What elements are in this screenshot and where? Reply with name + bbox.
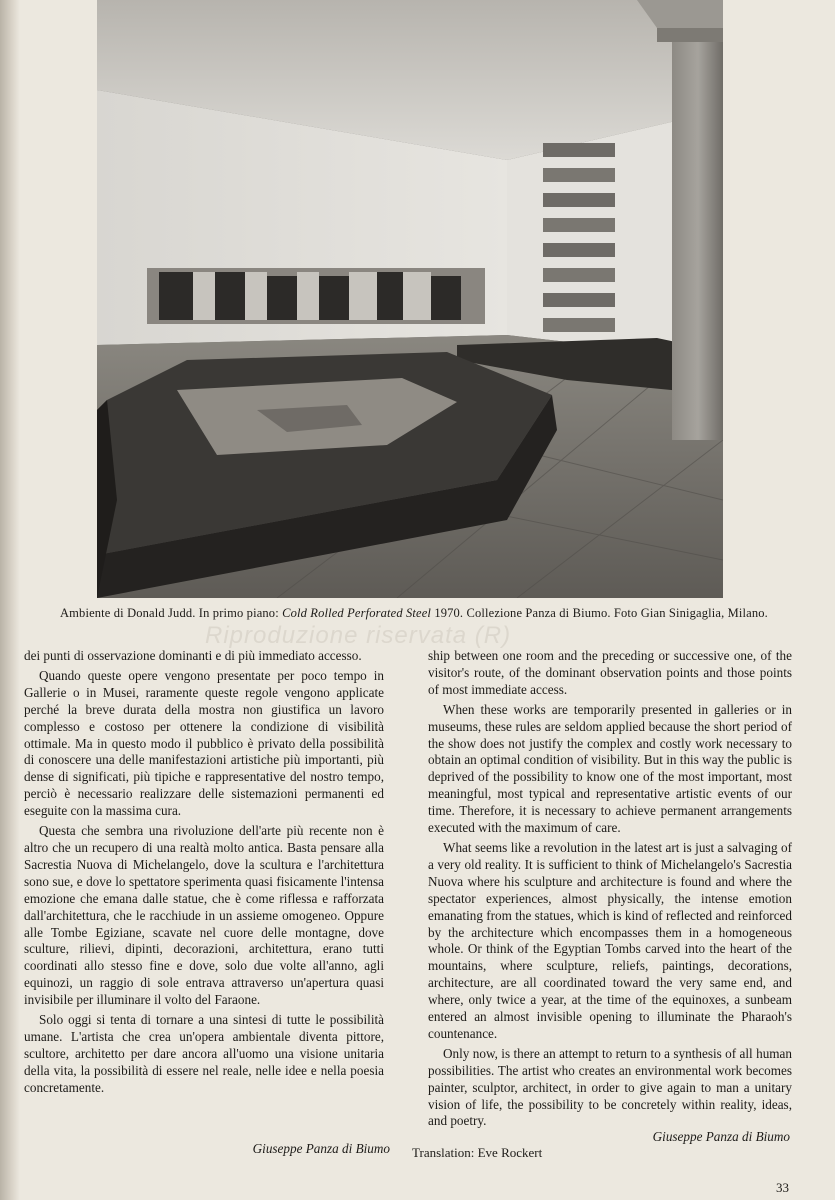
italian-paragraph: Quando queste opere vengono presentate per poco tempo in Gallerie o in Musei, raramente queste regole vengono applicate perché la breve durata della mostra non giustifica un lavoro complesso e costoso per ottenere la condizione di visibilità ottimale. Ma in questo modo il pubblico è privato della possibilità di conoscere una delle manifestazioni artistiche più importanti, più dense di significati, più tipiche e rappresentative del nostro tempo, perciò è necessario realizzare delle sistemazioni permanenti ed eseguite con la massima cura. [24, 667, 384, 819]
gallery-photograph [97, 0, 723, 598]
english-text-column [428, 648, 792, 1130]
caption-prefix: Ambiente di Donald Judd. In primo piano: [60, 606, 283, 620]
caption-work-title: Cold Rolled Perforated Steel [282, 606, 432, 620]
italian-paragraph: Questa che sembra una rivoluzione dell'arte più recente non è altro che un recupero di una realtà molto antica. Basta pensare alla Sacrestia Nuova di Michelangelo, dove la scultura e l'architettura sono sue, e dove lo spettatore sperimenta quasi fisicamente l'intensa emozione che emana dalle statue, che è come riflessa e rafforzata dall'architettura, che le racchiude in un assieme omogeneo. Oppure alle Tombe Egiziane, scavate nel cuore delle montagne, dove sculture, rilievi, dipinti, decorazioni, architettura, erano tutti coordinati allo stesso fine e dove, solo due volte all'anno, agli equinozi, un raggio di sole entrava attraverso un'apertura quasi invisibile per illuminare il volto del Faraone. [24, 823, 384, 1008]
english-paragraph: Only now, is there an attempt to return to a synthesis of all human possibilities. The artist who creates an environmental work becomes painter, sculptor, architect, in order to give again to man a unitary vision of life, the possibility to be concretely within reality, ideas, and poetry. [428, 1045, 792, 1129]
italian-text-column [24, 648, 384, 1097]
english-paragraph: ship between one room and the preceding or successive one, of the visitor's route, of the dominant observation points and those points of most immediate access. [428, 648, 792, 697]
translation-credit: Translation: Eve Rockert [412, 1145, 543, 1160]
caption-suffix: 1970. Collezione Panza di Biumo. Foto Gian Sinigaglia, Milano. [431, 606, 768, 620]
english-signature: Giuseppe Panza di Biumo [652, 1129, 790, 1144]
gallery-photo-drawing [97, 0, 723, 598]
reproduction-watermark: Riproduzione riservata (R) [205, 622, 512, 649]
italian-paragraph: Solo oggi si tenta di tornare a una sintesi di tutte le possibilità umane. L'artista che crea un'opera ambientale diventa pittore, scultore, architetto per dare ancora all'uomo una visione unitaria della vita, la possibilità di essere nel reale, nelle idee e nella poesia concretamente. [24, 1012, 384, 1095]
page-number: 33 [776, 1180, 789, 1195]
english-paragraph: When these works are temporarily presented in galleries or in museums, these rules are seldom applied because the short period of the show does not justify the complex and costly work necessary to obtain an optimal condition of visibility. But in this way the public is deprived of the possibility to know one of the most important, most meaningful, most typical and representative artistic events of our time. Therefore, it is necessary to achieve permanent arrangements executed with the maximum of care. [428, 701, 792, 836]
photo-caption [60, 606, 790, 621]
italian-signature: Giuseppe Panza di Biumo [252, 1141, 390, 1156]
english-paragraph: What seems like a revolution in the latest art is just a salvaging of a very old reality. It is sufficient to think of Michelangelo's Sacrestia Nuova where his sculpture and architecture is found and where the spectator experiences, almost physically, the intense emotion emanating from the statues, which is kind of reflected and reinforced by the architecture which encompasses them in a homogeneous whole. Or think of the Egyptian Tombs carved into the heart of the mountains, where sculpture, reliefs, paintings, decorations, architecture, are all coordinated toward the very same end, and where, only twice a year, at the time of the equinoxes, a sunbeam entered an almost invisible opening to illuminate the Pharaoh's countenance. [428, 839, 792, 1041]
italian-paragraph: dei punti di osservazione dominanti e di più immediato accesso. [24, 648, 362, 663]
page-gutter-shadow [0, 0, 20, 1200]
